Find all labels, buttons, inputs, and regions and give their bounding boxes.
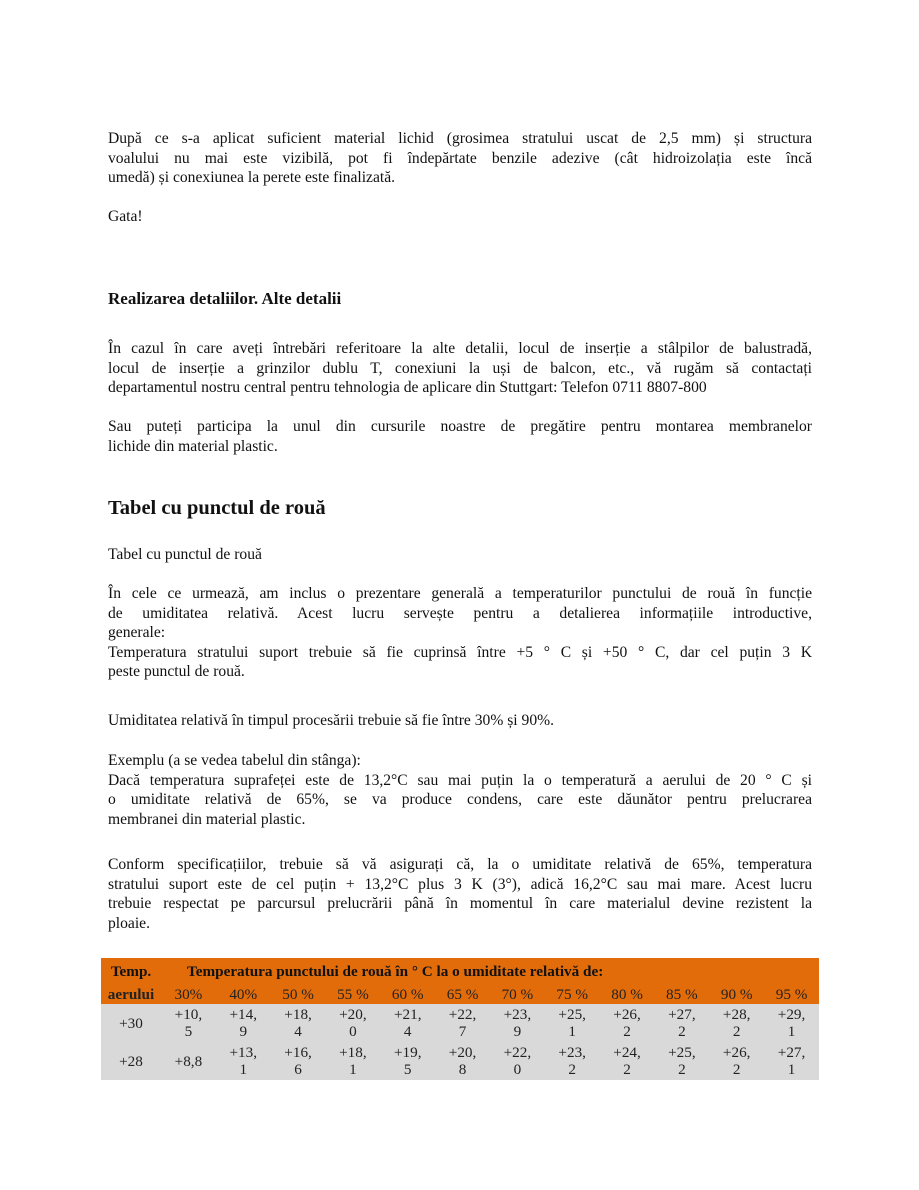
dew-point-cell (654, 1042, 709, 1080)
text-line: Conform specificațiilor, trebuie să vă asigurați că, la o umiditate relativă de 65%, temperatura (108, 856, 812, 873)
text-line: Sau puteți participa la unul din cursurile noastre de pregătire pentru montarea membranelor (108, 418, 812, 435)
table-row (101, 1042, 819, 1080)
dew-point-value-part1: +8,8 (174, 1052, 203, 1070)
dew-point-cell (271, 1004, 326, 1042)
dew-point-value-part1: +25, (668, 1044, 696, 1061)
humidity-header: 90 % (720, 986, 753, 1003)
dew-point-value-part2: 2 (732, 1061, 741, 1078)
dew-point-value-part1: +16, (284, 1044, 312, 1061)
dew-point-value-part2: 1 (239, 1061, 248, 1078)
dew-point-value-part1: +18, (284, 1006, 312, 1023)
dew-point-value-part1: +20, (448, 1044, 477, 1061)
dew-point-cell (490, 1042, 545, 1080)
text-line: ploaie. (108, 914, 150, 932)
section-heading-dew-point: Tabel cu punctul de rouă (108, 497, 326, 519)
dew-point-cell (709, 1004, 764, 1042)
dew-point-value-part2: 2 (623, 1061, 631, 1078)
dew-point-value-part2: 5 (403, 1061, 412, 1078)
humidity-header: 85 % (666, 986, 698, 1003)
dew-point-value-part2: 2 (732, 1023, 741, 1040)
dew-point-value-part2: 4 (294, 1023, 302, 1040)
dew-point-cell (545, 1042, 600, 1080)
text-line: Temperatura stratului suport trebuie să fie cuprinsă între +5 ° C și +50 ° C, dar cel puțin 3 K (108, 643, 812, 661)
text-line: locul de inserție a grinzilor dublu T, conexiuni la uși de balcon, etc., vă rugăm să contactați (108, 359, 812, 377)
humidity-header: 55 % (337, 986, 369, 1003)
dew-point-cell (380, 1004, 435, 1042)
text-line: peste punctul de rouă. (108, 663, 245, 681)
table-header-row (101, 958, 819, 985)
corner-header-line2: aerului (107, 986, 155, 1003)
dew-point-value-part2: 4 (403, 1023, 412, 1040)
dew-point-cell (545, 1004, 600, 1042)
dew-point-value-part1: +29, (777, 1006, 806, 1023)
humidity-header: 70 % (501, 986, 534, 1003)
text-line: După ce s-a aplicat suficient material lichid (grosimea stratului uscat de 2,5 mm) și structura (108, 130, 812, 147)
dew-point-value-part1: +26, (722, 1044, 751, 1061)
text-line: Exemplu (a se vedea tabelul din stânga): (108, 752, 361, 769)
dew-point-value-part1: +22, (503, 1044, 532, 1061)
dew-point-value-part1: +28, (722, 1006, 751, 1023)
dew-point-value-part1: +23, (503, 1006, 532, 1023)
dew-point-cell (325, 1004, 380, 1042)
dew-point-value-part2: 6 (294, 1061, 302, 1078)
dew-point-value-part1: +19, (393, 1044, 422, 1061)
dew-point-value-part2: 2 (568, 1061, 576, 1078)
dew-point-cell (490, 1004, 545, 1042)
done-text: Gata! (108, 208, 143, 225)
text-line: Dacă temperatura suprafeței este de 13,2°C sau mai puțin la o temperatură a aerului de 20 ° C și (108, 771, 812, 789)
text-line: trebuie respectat pe parcursul prelucrării până în momentul în care materialul devine rezistent la (108, 895, 812, 913)
humidity-header: 80 % (611, 986, 643, 1003)
dew-point-value-part2: 1 (349, 1061, 357, 1078)
text-line: departamentul nostru central pentru tehnologia de aplicare din Stuttgart: Telefon 0711 8807-800 (108, 379, 707, 397)
dew-point-value-part1: +26, (613, 1006, 641, 1023)
dew-point-cell (380, 1042, 435, 1080)
text-line: o umiditate relativă de 65%, se va produce condens, care este dăunător pentru prelucrarea (108, 791, 812, 809)
dew-point-value-part2: 2 (623, 1023, 631, 1040)
text-line: de umiditatea relativă. Acest lucru servește pentru a detalierea informațiile introductive, (108, 604, 812, 622)
text-line: În cele ce urmează, am inclus o prezentare generală a temperaturilor punctului de rouă în funcție (108, 585, 812, 602)
dew-paragraph-3 (108, 751, 812, 829)
dew-point-table (101, 958, 819, 1080)
air-temp-cell: +28 (119, 1052, 143, 1070)
text-line: voalului nu mai este vizibilă, pot fi îndepărtate benzile adezive (cât hidroizolația este încă (108, 149, 812, 167)
humidity-header: 65 % (446, 986, 479, 1003)
table-humidity-row (101, 985, 819, 1004)
dew-paragraph-1 (108, 584, 812, 682)
dew-point-cell (216, 1004, 271, 1042)
dew-point-value-part1: +14, (229, 1006, 258, 1023)
dew-point-value-part1: +21, (393, 1006, 422, 1023)
dew-point-cell (161, 1042, 216, 1080)
dew-point-value-part1: +27, (777, 1044, 806, 1061)
dew-point-cell (764, 1004, 819, 1042)
humidity-header: 30% (174, 986, 203, 1003)
dew-point-value-part1: +20, (339, 1006, 367, 1023)
dew-point-value-part2: 2 (678, 1061, 686, 1078)
text-line: În cazul în care aveți întrebări referitoare la alte detalii, locul de inserție a stâlpilor de balustradă, (108, 340, 812, 357)
dew-point-cell (216, 1042, 271, 1080)
air-temp-cell: +30 (119, 1014, 143, 1032)
dew-point-value-part2: 8 (458, 1061, 467, 1078)
humidity-header: 40% (229, 986, 258, 1003)
dew-point-value-part2: 1 (787, 1061, 796, 1078)
dew-paragraph-4 (108, 855, 812, 933)
dew-point-value-part1: +13, (229, 1044, 258, 1061)
dew-point-value-part2: 9 (239, 1023, 248, 1040)
intro-paragraph (108, 129, 812, 188)
dew-point-cell (161, 1004, 216, 1042)
dew-point-value-part2: 1 (568, 1023, 576, 1040)
dew-paragraph-2: Umiditatea relativă în timpul procesării trebuie să fie între 30% și 90%. (108, 712, 555, 729)
dew-point-value-part2: 0 (349, 1023, 357, 1040)
dew-point-cell (709, 1042, 764, 1080)
dew-point-value-part1: +22, (448, 1006, 477, 1023)
dew-point-cell (600, 1042, 655, 1080)
text-line: generale: (108, 624, 166, 642)
dew-point-value-part1: +10, (174, 1006, 203, 1023)
dew-point-cell (764, 1042, 819, 1080)
dew-point-value-part1: +27, (668, 1006, 696, 1023)
dew-point-value-part1: +24, (613, 1044, 641, 1061)
dew-point-cell (271, 1042, 326, 1080)
humidity-header: 95 % (775, 986, 808, 1003)
dew-point-value-part2: 1 (787, 1023, 796, 1040)
dew-point-value-part1: +18, (339, 1044, 367, 1061)
dew-point-cell (325, 1042, 380, 1080)
section-heading-details: Realizarea detaliilor. Alte detalii (108, 289, 342, 308)
dew-point-cell (654, 1004, 709, 1042)
humidity-header: 60 % (391, 986, 424, 1003)
text-line: stratului suport este de cel puțin + 13,2°C plus 3 K (3°), adică 16,2°C sau mai mare. Acest lucru (108, 875, 812, 893)
dew-point-value-part2: 9 (513, 1023, 522, 1040)
dew-point-cell (600, 1004, 655, 1042)
dew-point-value-part2: 0 (513, 1061, 522, 1078)
dew-point-value-part1: +25, (558, 1006, 586, 1023)
dew-point-value-part1: +23, (558, 1044, 586, 1061)
details-paragraph-1 (108, 339, 812, 398)
text-line: lichide din material plastic. (108, 437, 278, 455)
humidity-header: 50 % (282, 986, 314, 1003)
dew-point-cell (435, 1042, 490, 1080)
humidity-header: 75 % (556, 986, 589, 1003)
text-line: membranei din material plastic. (108, 810, 306, 828)
dew-subheading: Tabel cu punctul de rouă (108, 546, 262, 563)
table-row (101, 1004, 819, 1042)
text-line: umedă) și conexiunea la perete este finalizată. (108, 169, 396, 187)
corner-header-line1: Temp. (110, 962, 152, 980)
dew-point-cell (435, 1004, 490, 1042)
table-title: Temperatura punctului de rouă în ° C la o umiditate relativă de: (187, 962, 604, 980)
details-paragraph-2 (108, 417, 812, 456)
dew-point-value-part2: 2 (678, 1023, 686, 1040)
dew-point-value-part2: 5 (184, 1023, 193, 1040)
dew-point-value-part2: 7 (458, 1023, 467, 1040)
